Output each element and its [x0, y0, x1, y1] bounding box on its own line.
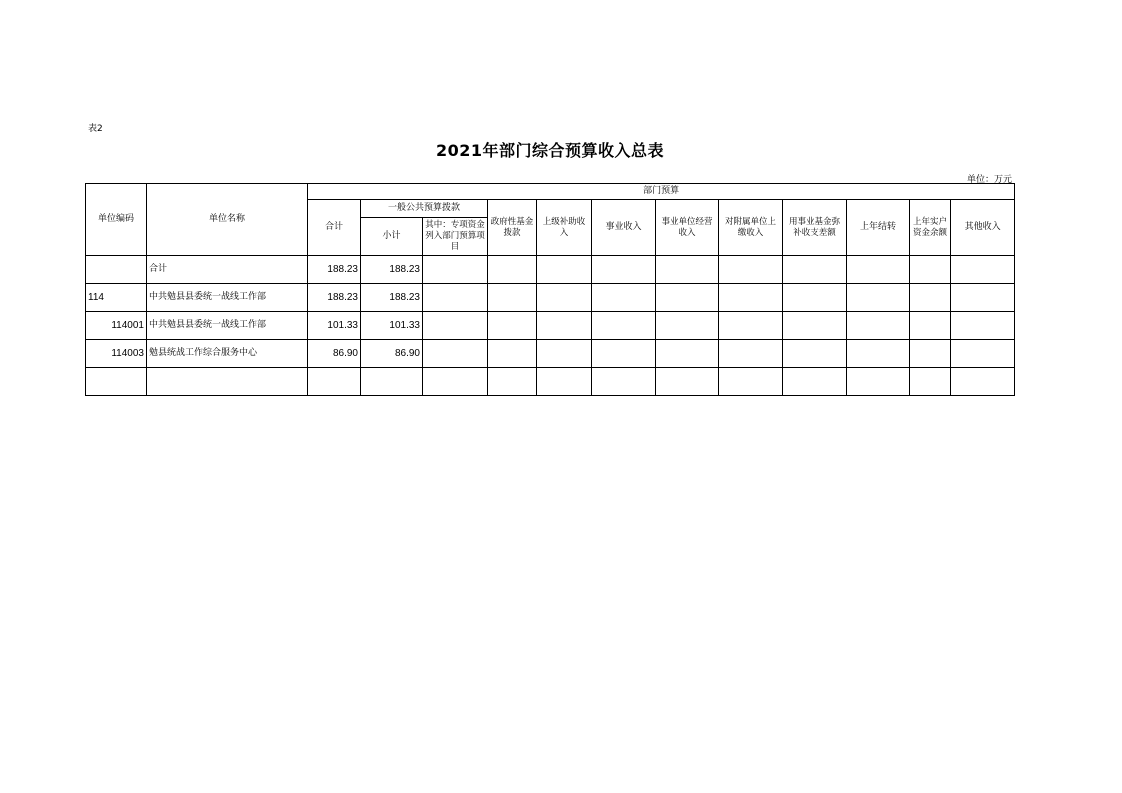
header-total: 合计 [308, 200, 361, 256]
header-carryover: 上年结转 [847, 200, 910, 256]
unit-label: 单位：万元 [966, 175, 1012, 185]
header-affiliated-income: 对附属单位上缴收入 [719, 200, 783, 256]
cell-total: 101.33 [308, 312, 361, 340]
header-operating-income: 事业单位经营收入 [656, 200, 719, 256]
cell-subtotal [361, 368, 423, 396]
cell-subtotal: 188.23 [361, 256, 423, 284]
table-row [86, 340, 1015, 368]
cell-total [308, 368, 361, 396]
page-title: 2021年部门综合预算收入总表 [435, 141, 665, 160]
cell-subtotal: 86.90 [361, 340, 423, 368]
cell-total: 188.23 [308, 284, 361, 312]
header-dept-budget: 部门预算 [308, 184, 1015, 200]
header-subtotal: 小计 [361, 218, 423, 256]
header-other-income: 其他收入 [951, 200, 1015, 256]
header-general-public: 一般公共预算拨款 [361, 200, 488, 218]
table-label: 表2 [88, 124, 103, 134]
table-row [86, 256, 1015, 284]
cell-subtotal: 188.23 [361, 284, 423, 312]
cell-code [86, 256, 147, 284]
cell-total: 86.90 [308, 340, 361, 368]
cell-code: 114 [86, 284, 147, 312]
table-row [86, 368, 1015, 396]
cell-name: 合计 [147, 256, 308, 284]
budget-table [85, 183, 1015, 396]
cell-subtotal: 101.33 [361, 312, 423, 340]
table-row [86, 284, 1015, 312]
cell-code [86, 368, 147, 396]
cell-name: 中共勉县县委统一战线工作部 [147, 312, 308, 340]
header-unit-name: 单位名称 [147, 184, 308, 256]
cell-code: 114001 [86, 312, 147, 340]
cell-name: 中共勉县县委统一战线工作部 [147, 284, 308, 312]
cell-total: 188.23 [308, 256, 361, 284]
cell-name [147, 368, 308, 396]
header-unit-code: 单位编码 [86, 184, 147, 256]
header-superior-subsidy: 上级补助收入 [537, 200, 592, 256]
header-business-income: 事业收入 [592, 200, 656, 256]
header-special-funds: 其中：专项资金列入部门预算项目 [423, 218, 488, 256]
cell-code: 114003 [86, 340, 147, 368]
cell-name: 勉县统战工作综合服务中心 [147, 340, 308, 368]
table-row [86, 312, 1015, 340]
header-fund-balance: 用事业基金弥补收支差额 [783, 200, 847, 256]
header-gov-fund: 政府性基金拨款 [488, 200, 537, 256]
header-special-balance: 上年实户资金余额 [910, 200, 951, 256]
